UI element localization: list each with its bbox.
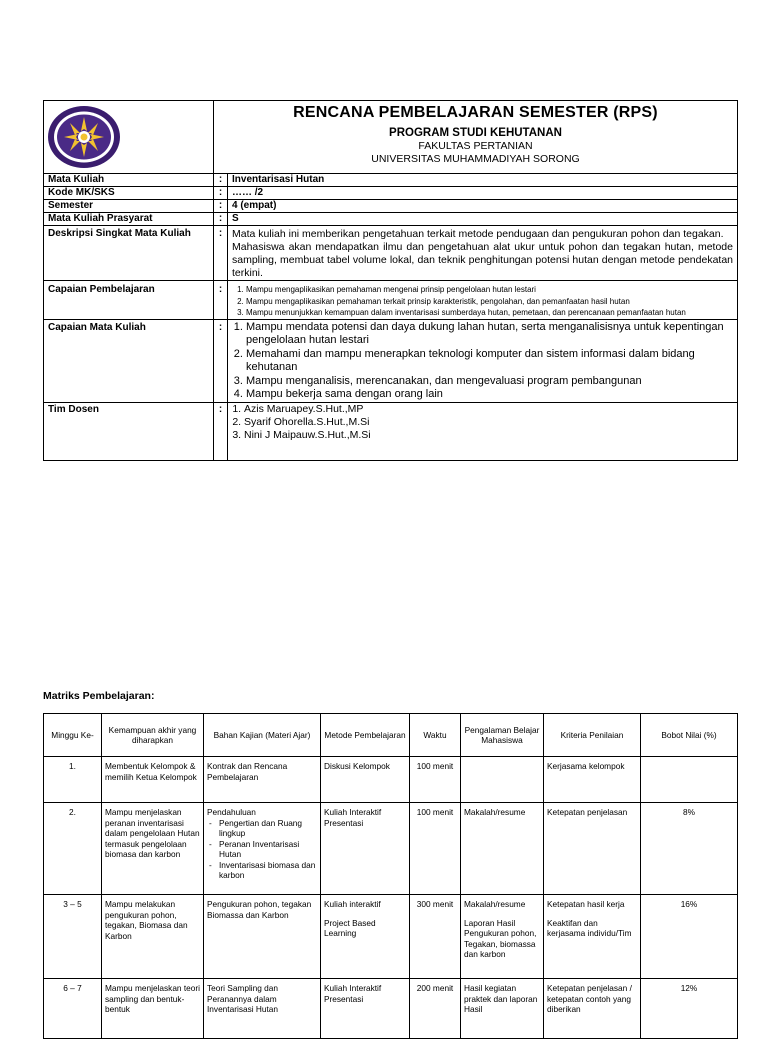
page-title: RENCANA PEMBELAJARAN SEMESTER (RPS) [293, 104, 658, 121]
cell-kemampuan: Membentuk Kelompok & memilih Ketua Kelompok [102, 757, 204, 803]
row-capaian-pembelajaran [44, 281, 738, 320]
cell-kriteria [544, 895, 641, 979]
cell-waktu: 100 menit [410, 803, 461, 895]
row-semester [44, 200, 738, 213]
list-item: 2. Mampu mengaplikasikan pemahaman terkait prinsip karakteristik, pengolahan, dan pemanfaatan hasil hutan [246, 296, 733, 308]
label-mata-kuliah: Mata Kuliah [44, 174, 214, 187]
list-item: 1. Azis Maruapey.S.Hut.,MP [244, 403, 733, 416]
value-prasyarat: S [228, 213, 738, 226]
capaian-pembelajaran-list [232, 284, 733, 319]
cell-kriteria: Ketepatan penjelasan [544, 803, 641, 895]
col-kemampuan: Kemampuan akhir yang diharapkan [102, 714, 204, 757]
label-kode: Kode MK/SKS [44, 187, 214, 200]
row-deskripsi [44, 226, 738, 281]
rps-header-table [43, 100, 738, 461]
cell-kriteria: Kerjasama kelompok [544, 757, 641, 803]
table-row [44, 757, 738, 803]
list-item: 2. Syarif Ohorella.S.Hut.,M.Si [244, 416, 733, 429]
row-prasyarat [44, 213, 738, 226]
cell-kriteria: Ketepatan penjelasan / ketepatan contoh yang diberikan [544, 979, 641, 1039]
col-minggu: Minggu Ke- [44, 714, 102, 757]
cell-minggu: 1. [44, 757, 102, 803]
col-bahan: Bahan Kajian (Materi Ajar) [204, 714, 321, 757]
label-tim-dosen: Tim Dosen [44, 402, 214, 460]
list-item: 3. Mampu menunjukkan kemampuan dalam inventarisasi sumberdaya hutan, pemetaan, dan perencanaan pemanfaatan hutan [246, 307, 733, 319]
cell-waktu: 100 menit [410, 757, 461, 803]
list-item: - Pengertian dan Ruang lingkup [219, 818, 317, 839]
colon: : [214, 226, 228, 281]
cell-bobot: 12% [641, 979, 738, 1039]
cell-minggu: 6 – 7 [44, 979, 102, 1039]
list-item: 3. Nini J Maipauw.S.Hut.,M.Si [244, 429, 733, 442]
cell-pengalaman: Hasil kegiatan praktek dan laporan Hasil [461, 979, 544, 1039]
table-row [44, 803, 738, 895]
list-item: 4. Mampu bekerja sama dengan orang lain [246, 388, 735, 402]
table-row [44, 895, 738, 979]
pengalaman-line: Laporan Hasil Pengukuran pohon, Tegakan, biomassa dan karbon [464, 917, 537, 959]
cell-bobot: 16% [641, 895, 738, 979]
cell-pengalaman [461, 757, 544, 803]
cell-bahan: Pengukuran pohon, tegakan Biomassa dan Karbon [204, 895, 321, 979]
value-mata-kuliah: Inventarisasi Hutan [228, 174, 738, 187]
label-semester: Semester [44, 200, 214, 213]
cell-waktu: 200 menit [410, 979, 461, 1039]
col-bobot: Bobot Nilai (%) [641, 714, 738, 757]
label-prasyarat: Mata Kuliah Prasyarat [44, 213, 214, 226]
cell-pengalaman [461, 895, 544, 979]
col-pengalaman: Pengalaman Belajar Mahasiswa [461, 714, 544, 757]
list-item: 3. Mampu menganalisis, merencanakan, dan mengevaluasi program pembangunan [246, 375, 735, 389]
colon: : [214, 402, 228, 460]
cell-pengalaman: Makalah/resume [461, 803, 544, 895]
row-tim-dosen [44, 402, 738, 460]
matrix-header-row [44, 714, 738, 757]
matrix-table [43, 713, 738, 1039]
faculty-name: FAKULTAS PERTANIAN [418, 140, 533, 152]
value-kode: …… /2 [228, 187, 738, 200]
list-item: 1. Mampu mengaplikasikan pemahaman mengenai prinsip pengelolaan hutan lestari [246, 284, 733, 296]
logo-cell [44, 101, 214, 174]
colon: : [214, 319, 228, 402]
list-item: - Inventarisasi biomasa dan karbon [219, 860, 317, 881]
value-semester: 4 (empat) [228, 200, 738, 213]
kriteria-line: Keaktifan dan kerjasama individu/Tim [547, 917, 632, 938]
table-row [44, 979, 738, 1039]
cell-waktu: 300 menit [410, 895, 461, 979]
program-name: PROGRAM STUDI KEHUTANAN [389, 127, 562, 139]
colon: : [214, 213, 228, 226]
university-logo-icon [47, 105, 121, 169]
label-capaian-pembelajaran: Capaian Pembelajaran [44, 281, 214, 320]
cell-kemampuan: Mampu menjelaskan peranan inventarisasi dalam pengelolaan Hutan termasuk pengelolaan biomasa dan karbon [102, 803, 204, 895]
cell-metode: Kuliah Interaktif Presentasi [321, 979, 410, 1039]
value-deskripsi [228, 226, 738, 281]
cell-bahan: Teori Sampling dan Peranannya dalam Inventarisasi Hutan [204, 979, 321, 1039]
cell-metode: Kuliah Interaktif Presentasi [321, 803, 410, 895]
row-kode [44, 187, 738, 200]
value-tim-dosen [228, 402, 738, 460]
cell-minggu: 2. [44, 803, 102, 895]
bahan-list [207, 818, 317, 881]
col-metode: Metode Pembelajaran [321, 714, 410, 757]
deskripsi-paragraph-2: Mahasiswa akan mendapatkan ilmu dan pengetahuan alat ukur untuk pohon dan tegakan hutan, metode sampling, membuat tabel volume lokal, dan teknik penghitungan potensi hutan dengan metode pendekatan terkini. [232, 241, 733, 279]
metode-line: Project Based Learning [324, 917, 376, 938]
row-mata-kuliah [44, 174, 738, 187]
cell-bobot [641, 757, 738, 803]
value-capaian-pembelajaran [228, 281, 738, 320]
value-capaian-mk [228, 319, 738, 402]
cell-bobot: 8% [641, 803, 738, 895]
title-block [214, 101, 738, 174]
col-kriteria: Kriteria Penilaian [544, 714, 641, 757]
label-deskripsi: Deskripsi Singkat Mata Kuliah [44, 226, 214, 281]
col-waktu: Waktu [410, 714, 461, 757]
cell-minggu: 3 – 5 [44, 895, 102, 979]
cell-kemampuan: Mampu melakukan pengukuran pohon, tegakan, Biomasa dan Karbon [102, 895, 204, 979]
colon: : [214, 281, 228, 320]
matrix-heading: Matriks Pembelajaran: [43, 690, 155, 702]
row-capaian-mk [44, 319, 738, 402]
cell-metode: Diskusi Kelompok [321, 757, 410, 803]
cell-metode [321, 895, 410, 979]
cell-kemampuan: Mampu menjelaskan teori sampling dan bentuk-bentuk [102, 979, 204, 1039]
colon: : [214, 187, 228, 200]
university-name: UNIVERSITAS MUHAMMADIYAH SORONG [371, 153, 580, 165]
metode-line: Kuliah interaktif [324, 899, 381, 909]
tim-dosen-list [232, 403, 733, 442]
list-item: - Peranan Inventarisasi Hutan [219, 839, 317, 860]
label-capaian-mk: Capaian Mata Kuliah [44, 319, 214, 402]
bahan-title: Pendahuluan [207, 807, 256, 817]
list-item: 1. Mampu mendata potensi dan daya dukung lahan hutan, serta menganalisisnya untuk kepentingan pengelolaan hutan lestari [246, 321, 735, 348]
deskripsi-paragraph-1: Mata kuliah ini memberikan pengetahuan terkait metode pendugaan dan pengukuran pohon dan tegakan. [232, 228, 724, 240]
cell-bahan [204, 803, 321, 895]
cell-bahan: Kontrak dan Rencana Pembelajaran [204, 757, 321, 803]
pengalaman-line: Makalah/resume [464, 899, 526, 909]
kriteria-line: Ketepatan hasil kerja [547, 899, 625, 909]
list-item: 2. Memahami dan mampu menerapkan teknologi komputer dan sistem informasi dalam bidang kehutanan [246, 348, 735, 375]
colon: : [214, 174, 228, 187]
colon: : [214, 200, 228, 213]
capaian-mk-list [232, 321, 735, 402]
